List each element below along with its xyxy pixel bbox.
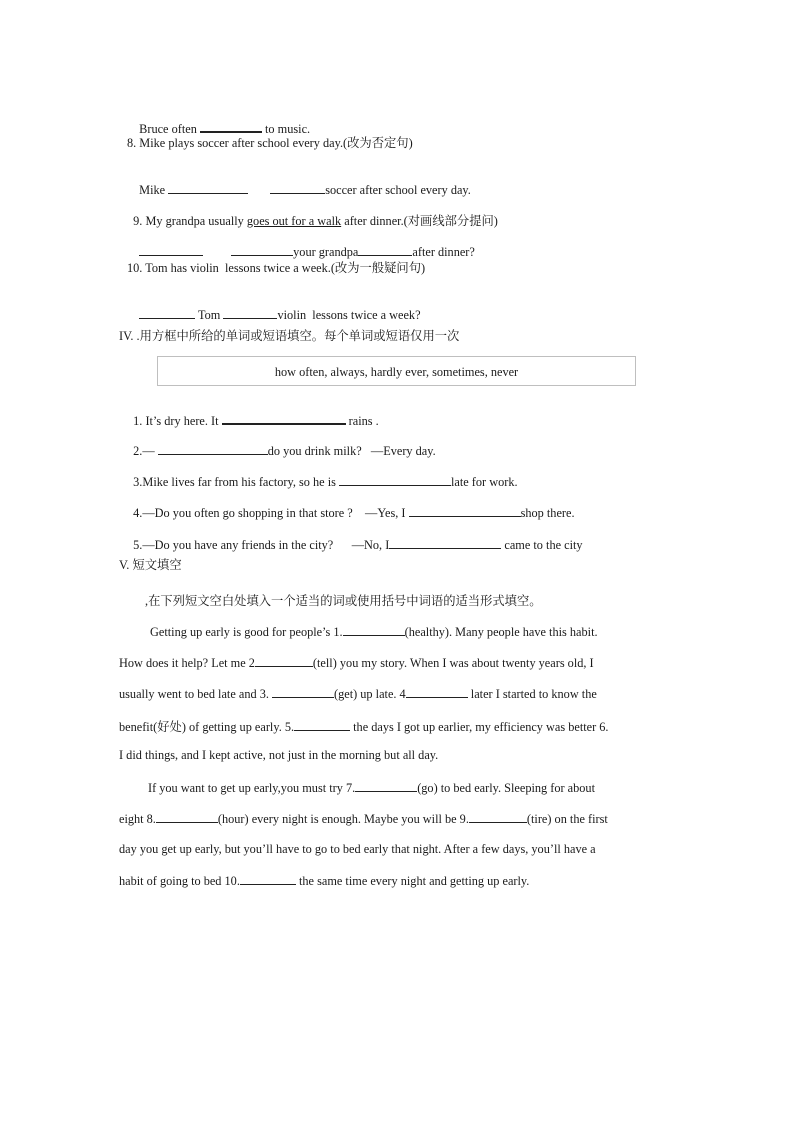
s4-q2-text-pre: 2.— bbox=[133, 444, 158, 458]
q7-answer-line bbox=[133, 104, 310, 137]
answer-blank[interactable] bbox=[168, 182, 248, 194]
answer-blank[interactable] bbox=[139, 244, 203, 256]
answer-blank[interactable] bbox=[223, 307, 277, 319]
passage-text: (tire) on the first bbox=[526, 812, 608, 826]
answer-blank[interactable] bbox=[222, 412, 346, 425]
passage-text: later I started to know the bbox=[467, 687, 597, 701]
q8-answer-line bbox=[133, 166, 471, 198]
q10-question: 10. Tom has violin lessons twice a week.(改为一般疑问句) bbox=[127, 261, 426, 275]
answer-blank[interactable] bbox=[156, 811, 218, 823]
answer-blank[interactable] bbox=[389, 537, 501, 549]
passage-text: the same time every night and getting up early. bbox=[295, 874, 530, 888]
s4-q5 bbox=[127, 521, 583, 553]
passage-line bbox=[150, 624, 675, 640]
answer-blank[interactable] bbox=[409, 505, 521, 517]
passage-text: the days I got up earlier, my efficiency was better 6. bbox=[350, 720, 609, 734]
section-v-instructions: ,在下列短文空白处填入一个适当的词或使用括号中词语的适当形式填空。 bbox=[145, 594, 542, 608]
answer-blank[interactable] bbox=[339, 474, 451, 486]
passage-line bbox=[148, 780, 675, 796]
s4-q1-text-pre: 1. It’s dry here. It bbox=[133, 414, 222, 428]
answer-blank[interactable] bbox=[355, 780, 417, 792]
s4-q4-text-post: shop there. bbox=[520, 506, 575, 520]
passage-text: usually went to bed late and 3. bbox=[119, 687, 272, 701]
section-v-title: V. 短文填空 bbox=[119, 558, 182, 572]
passage-line bbox=[119, 686, 675, 702]
q9-text-post: after dinner.(对画线部分提问) bbox=[341, 214, 498, 228]
s4-q3-text-pre: 3.Mike lives far from his factory, so he is bbox=[133, 475, 339, 489]
q9-underlined-phrase: goes out for a walk bbox=[246, 214, 342, 228]
passage-text: Getting up early is good for people’s 1. bbox=[150, 625, 343, 639]
s4-q1 bbox=[127, 396, 379, 429]
answer-blank[interactable] bbox=[406, 686, 468, 698]
s4-q5-text-pre: 5.—Do you have any friends in the city? —No, I bbox=[133, 538, 390, 552]
passage-text: habit of going to bed 10. bbox=[119, 874, 240, 888]
passage-line bbox=[119, 873, 675, 889]
s4-q4-text-pre: 4.—Do you often go shopping in that store ? —Yes, I bbox=[133, 506, 409, 520]
answer-blank[interactable] bbox=[272, 686, 334, 698]
answer-blank[interactable] bbox=[200, 120, 262, 133]
answer-blank[interactable] bbox=[469, 811, 527, 823]
passage-text: (get) up late. 4 bbox=[334, 687, 406, 701]
s4-q2 bbox=[127, 427, 436, 459]
passage-line: I did things, and I kept active, not just in the morning but all day. bbox=[119, 748, 439, 762]
passage-text: eight 8. bbox=[119, 812, 156, 826]
q10-answer-line bbox=[133, 291, 421, 323]
passage-text: (hour) every night is enough. Maybe you will be 9. bbox=[217, 812, 469, 826]
passage-line bbox=[119, 655, 675, 671]
q8-text-pre: Mike bbox=[139, 183, 169, 197]
passage-line bbox=[119, 811, 675, 827]
passage-line bbox=[119, 717, 675, 735]
passage-line: day you get up early, but you’ll have to go to bed early that night. After a few days, you’ll have a bbox=[119, 842, 596, 856]
answer-blank[interactable] bbox=[270, 182, 325, 194]
answer-blank[interactable] bbox=[343, 624, 405, 636]
q10-text-mid1: Tom bbox=[195, 308, 224, 322]
answer-blank[interactable] bbox=[294, 719, 350, 731]
passage-text: If you want to get up early,you must try 7. bbox=[148, 781, 356, 795]
passage-text: (tell) you my story. When I was about twenty years old, I bbox=[312, 656, 594, 670]
answer-blank[interactable] bbox=[158, 443, 268, 455]
passage-text: (go) to bed early. Sleeping for about bbox=[417, 781, 595, 795]
s4-q1-text-post: rains . bbox=[345, 414, 379, 428]
answer-blank[interactable] bbox=[255, 655, 313, 667]
q8-question: 8. Mike plays soccer after school every day.(改为否定句) bbox=[127, 136, 413, 150]
q9-text-mid2: after dinner? bbox=[412, 245, 475, 259]
q7-text-post: to music. bbox=[261, 122, 311, 136]
s4-q5-text-post: came to the city bbox=[501, 538, 583, 552]
q9-answer-line bbox=[133, 228, 475, 260]
s4-q3-text-post: late for work. bbox=[450, 475, 518, 489]
q9-text-mid1: your grandpa bbox=[293, 245, 359, 259]
q9-question bbox=[127, 197, 498, 229]
answer-blank[interactable] bbox=[240, 873, 296, 885]
q9-text-pre: 9. My grandpa usually bbox=[133, 214, 247, 228]
q8-text-mid: soccer after school every day. bbox=[325, 183, 471, 197]
q7-text-pre: Bruce often bbox=[139, 122, 200, 136]
s4-q3 bbox=[127, 458, 518, 490]
passage-text: benefit(好处) of getting up early. 5. bbox=[119, 720, 295, 734]
passage-text: How does it help? Let me 2 bbox=[119, 656, 255, 670]
s4-q2-text-post: do you drink milk? —Every day. bbox=[267, 444, 436, 458]
word-box: how often, always, hardly ever, sometimes, never bbox=[157, 356, 636, 386]
section-iv-title: IV. .用方框中所给的单词或短语填空。每个单词或短语仅用一次 bbox=[119, 329, 460, 343]
answer-blank[interactable] bbox=[358, 244, 412, 256]
passage-text: (healthy). Many people have this habit. bbox=[404, 625, 598, 639]
q10-text-mid2: violin lessons twice a week? bbox=[277, 308, 421, 322]
s4-q4 bbox=[127, 489, 575, 521]
answer-blank[interactable] bbox=[231, 244, 293, 256]
answer-blank[interactable] bbox=[139, 307, 195, 319]
